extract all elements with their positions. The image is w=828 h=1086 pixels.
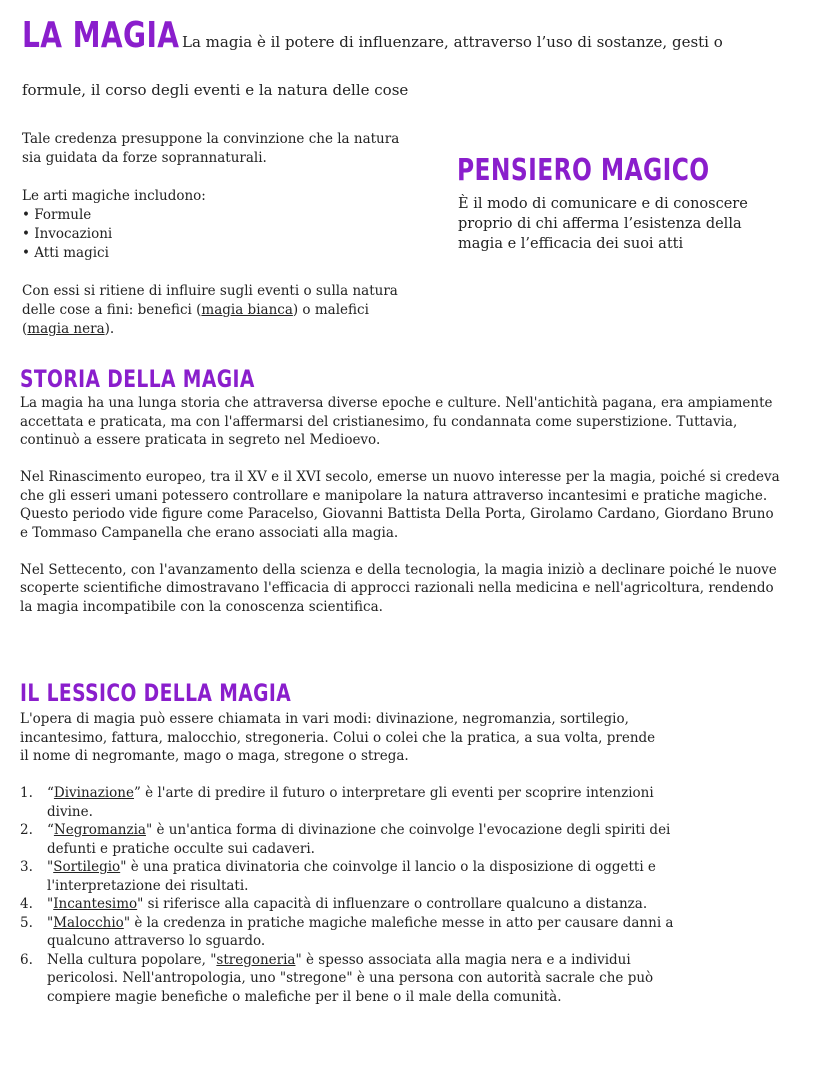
storia-paragraph-2a: Nel Rinascimento europeo, tra il XV e il XVI secolo, emerse un nuovo interesse per la magia, poiché si credeva che gli esseri umani potessero controllare e manipolare la natura attraverso incantesimi e pratiche magiche. (20, 469, 780, 504)
magia-nera-term: magia nera (27, 321, 105, 337)
left-column (22, 130, 402, 339)
list-item: • Formule (22, 206, 402, 225)
storia-paragraph-2b: Questo periodo vide figure come Paracelso, Giovanni Battista Della Porta, Girolamo Cardano, Giordano Bruno e Tommaso Campanella che erano associati alla magia. (20, 506, 774, 541)
term: stregoneria (216, 951, 296, 968)
intro-line-2: formule, il corso degli eventi e la natura delle cose (22, 81, 409, 99)
term: Malocchio (53, 914, 124, 931)
pensiero-text: È il modo di comunicare e di conoscere proprio di chi afferma l’esistenza della magia e l’efficacia dei suoi atti (458, 196, 748, 252)
credenza-text: Tale credenza presuppone la convinzione che la natura sia guidata da forze soprannaturali. (22, 131, 400, 166)
term: Divinazione (53, 785, 134, 801)
list-item: • Atti magici (22, 244, 402, 263)
list-item: 5. "Malocchio" è la credenza in pratiche magiche malefiche messe in atto per causare danni a qualcuno attraverso lo sguardo. (20, 914, 674, 949)
list-item: 4. "Incantesimo" si riferisce alla capacità di influenzare o controllare qualcuno a distanza. (20, 896, 648, 912)
pensiero-heading: PENSIERO MAGICO (457, 153, 710, 188)
storia-heading: STORIA DELLA MAGIA (20, 365, 255, 393)
list-item: 3. "Sortilegio" è una pratica divinatoria che coinvolge il lancio o la disposizione di oggetti e l'interpretazione dei risultati. (20, 859, 656, 894)
list-item: 2. “Negromanzia" è un'antica forma di divinazione che coinvolge l'evocazione degli spiriti dei defunti e pratiche occulte sui cadaveri. (20, 822, 671, 857)
term: Incantesimo (53, 896, 138, 912)
storia-paragraph-1: La magia ha una lunga storia che attraversa diverse epoche e culture. Nell'antichità pagana, era ampiamente accettata e praticata, ma con l'affermarsi del cristianesimo, fu condannata come superstizione. Tuttavia, continuò a essere praticata in segreto nel Medioevo. (20, 395, 773, 448)
lessico-intro: L'opera di magia può essere chiamata in vari modi: divinazione, negromanzia, sortilegio, incantesimo, fattura, malocchio, stregoneria. Colui o colei che la pratica, a sua volta, prende il nome di negromante, mago o maga, stregone o strega. (20, 711, 656, 764)
page-title: LA MAGIA (22, 15, 180, 56)
intro-line-1: La magia è il potere di influenzare, attraverso l’uso di sostanze, gesti o (182, 33, 723, 51)
term: Negromanzia (53, 822, 146, 838)
list-item: 1. “Divinazione” è l'arte di predire il futuro o interpretare gli eventi per scoprire intenzioni divine. (20, 785, 654, 820)
lessico-list (20, 784, 680, 1006)
storia-section (20, 394, 780, 635)
magia-bianca-term: magia bianca (201, 302, 293, 318)
arti-list (22, 206, 402, 263)
lessico-heading: IL LESSICO DELLA MAGIA (20, 679, 292, 707)
list-item: 6. Nella cultura popolare, "stregoneria" è spesso associata alla magia nera e a individui pericolosi. Nell'antropologia, uno "stregone" è una persona con autorità sacrale che può compiere magie benefiche o malefiche per il bene o il male della comunità. (20, 951, 654, 1005)
storia-paragraph-3: Nel Settecento, con l'avanzamento della scienza e della tecnologia, la magia iniziò a declinare poiché le nuove scoperte scientifiche dimostravano l'efficacia di approcci razionali nella medicina e nell'agricoltura, rendendo la magia incompatibile con la conoscenza scientifica. (20, 561, 777, 615)
term: Sortilegio (53, 859, 121, 875)
list-item: • Invocazioni (22, 225, 402, 244)
influire-text: Con essi si ritiene di influire sugli eventi o sulla natura delle cose a fini: benefici (magia bianca) o malefici (magia nera). (22, 283, 398, 337)
arti-intro: Le arti magiche includono: (22, 188, 206, 204)
